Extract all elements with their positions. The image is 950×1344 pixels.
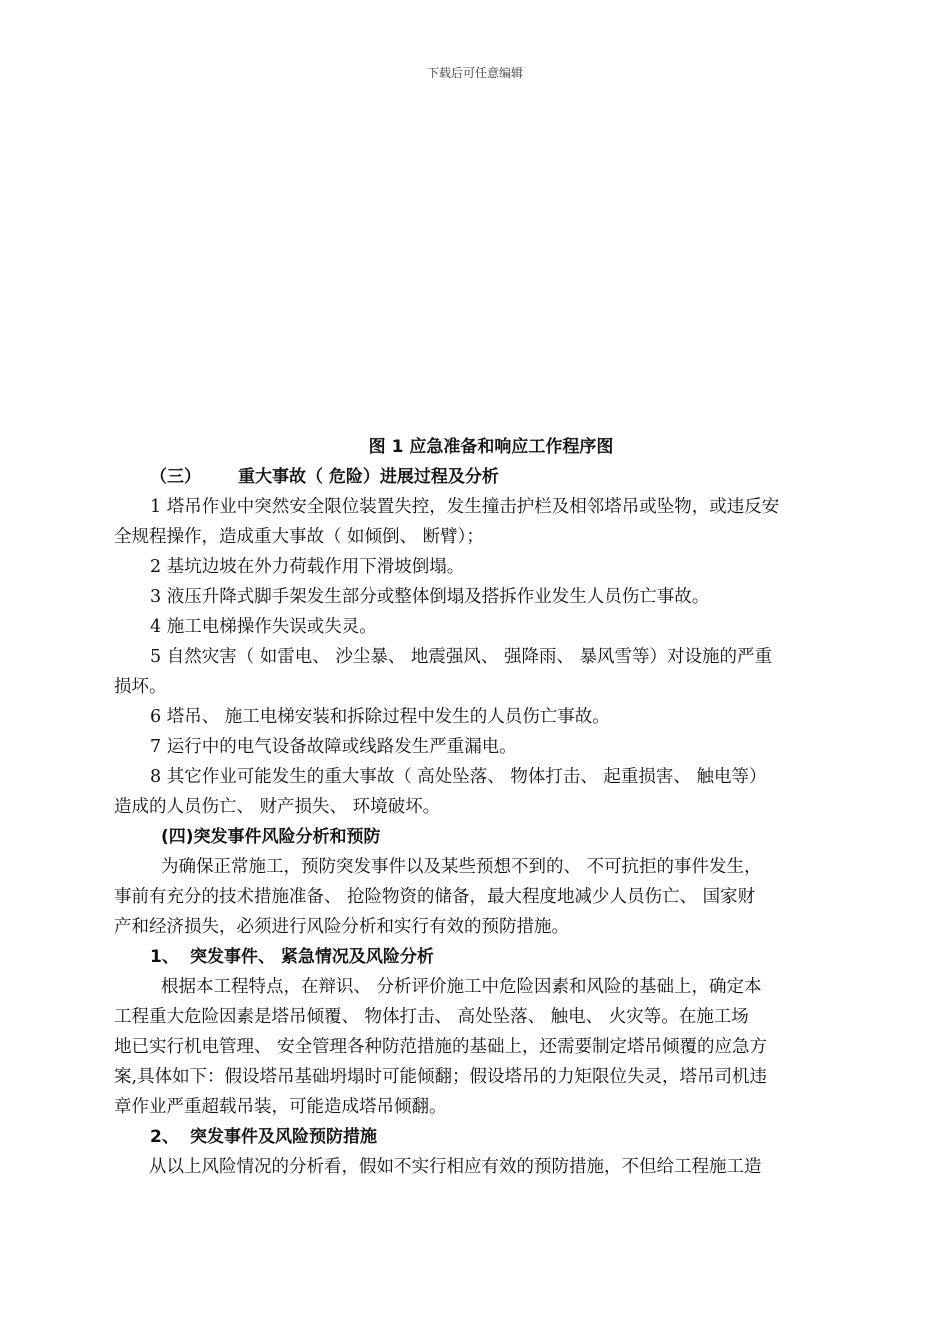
section-4-intro	[114, 852, 838, 942]
paragraph-line: 根据本工程特点，在辩识、 分析评价施工中危险因素和风险的基础上，确定本	[161, 977, 762, 997]
list-item	[114, 702, 838, 732]
list-item-line: 8 其它作业可能发生的重大事故（ 高处坠落、 物体打击、 起重损害、 触电等）	[150, 767, 767, 787]
subsection-1-number: 1、	[150, 947, 179, 967]
list-item-line: 2 基坑边坡在外力荷载作用下滑坡倒塌。	[150, 557, 465, 577]
document-body	[114, 432, 838, 1182]
list-item	[114, 612, 838, 642]
list-item	[114, 492, 838, 552]
figure-caption: 图 1 应急准备和响应工作程序图	[368, 437, 614, 457]
list-item-line: 4 施工电梯操作失误或失灵。	[150, 617, 377, 637]
subsection-2-text	[114, 1152, 838, 1182]
subsection-1-title: 突发事件、 紧急情况及风险分析	[190, 947, 434, 967]
list-item-line: 全规程操作，造成重大事故（ 如倾倒、 断臂）；	[114, 527, 484, 547]
paragraph-line: 为确保正常施工，预防突发事件以及某些预想不到的、 不可抗拒的事件发生，	[161, 857, 762, 877]
section-3-heading	[114, 462, 838, 492]
section-3-title: 重大事故（ 危险）进展过程及分析	[238, 467, 499, 487]
subsection-1-heading	[114, 942, 838, 972]
list-item	[114, 762, 838, 822]
section-3-number: （三）	[150, 467, 201, 487]
list-item-line: 损坏。	[114, 677, 167, 697]
subsection-2-heading	[114, 1122, 838, 1152]
list-item	[114, 552, 838, 582]
paragraph-line: 从以上风险情况的分析看，假如不实行相应有效的预防措施，不但给工程施工造	[149, 1157, 762, 1177]
paragraph-line: 地已实行机电管理、 安全管理各种防范措施的基础上，还需要制定塔吊倾覆的应急方	[114, 1037, 768, 1057]
paragraph-line: 事前有充分的技术措施准备、 抢险物资的储备，最大程度地减少人员伤亡、 国家财	[114, 887, 756, 907]
list-item	[114, 642, 838, 702]
section-4-heading: (四)突发事件风险分析和预防	[161, 827, 381, 847]
subsection-2-title: 突发事件及风险预防措施	[190, 1127, 377, 1147]
paragraph-line: 章作业严重超载吊装，可能造成塔吊倾翻。	[114, 1097, 447, 1117]
list-item-line: 造成的人员伤亡、 财产损失、 环境破坏。	[114, 797, 441, 817]
list-item-line: 7 运行中的电气设备故障或线路发生严重漏电。	[150, 737, 517, 757]
subsection-2-number: 2、	[150, 1127, 179, 1147]
list-item-line: 3 液压升降式脚手架发生部分或整体倒塌及搭拆作业发生人员伤亡事故。	[150, 587, 710, 607]
list-item	[114, 582, 838, 612]
list-item-line: 5 自然灾害（ 如雷电、 沙尘暴、 地震强风、 强降雨、 暴风雪等）对设施的严重	[150, 647, 773, 667]
list-item	[114, 732, 838, 762]
page-header: 下载后可任意编辑	[426, 66, 523, 80]
list-item-line: 6 塔吊、 施工电梯安装和拆除过程中发生的人员伤亡事故。	[150, 707, 610, 727]
paragraph-line: 工程重大危险因素是塔吊倾覆、 物体打击、 高处坠落、 触电、 火灾等。在施工场	[114, 1007, 749, 1027]
paragraph-line: 产和经济损失，必须进行风险分析和实行有效的预防措施。	[114, 917, 569, 937]
paragraph-line: 案,具体如下：假设塔吊基础坍塌时可能倾翻；假设塔吊的力矩限位失灵，塔吊司机违	[114, 1067, 768, 1087]
subsection-1-text	[114, 972, 838, 1122]
list-item-line: 1 塔吊作业中突然安全限位装置失控，发生撞击护栏及相邻塔吊或坠物，或违反安	[150, 497, 780, 517]
